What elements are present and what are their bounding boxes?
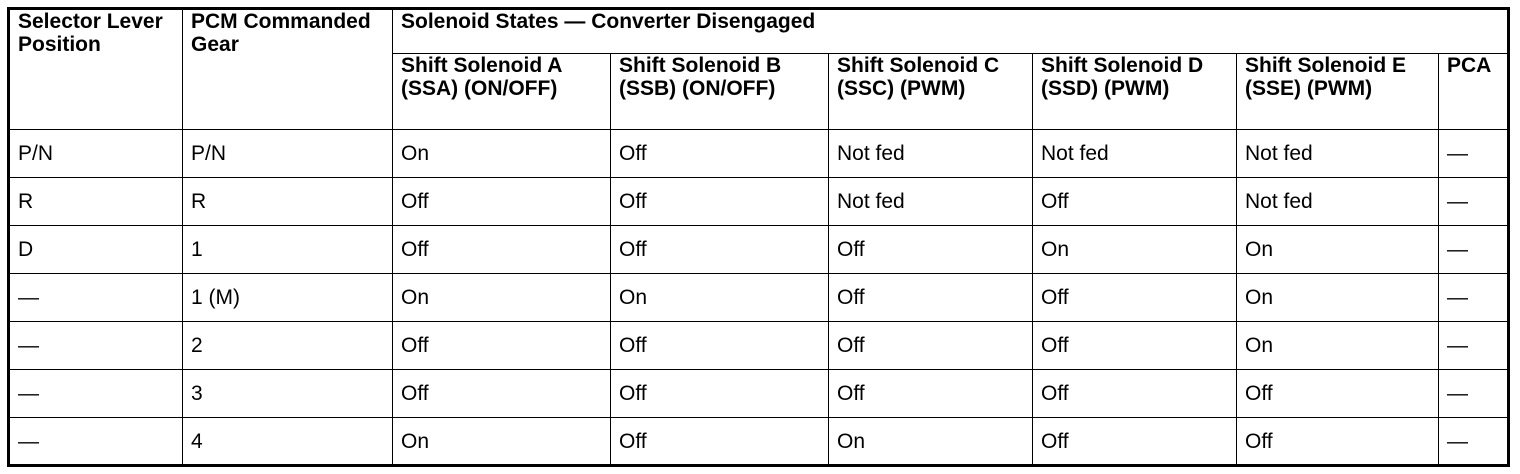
- cell-ssd: Not fed: [1033, 130, 1237, 178]
- cell-ssb: Off: [611, 178, 829, 226]
- header-pcm-commanded-gear: PCM Commanded Gear: [183, 9, 393, 130]
- cell-selector: R: [9, 178, 183, 226]
- cell-ssc: Not fed: [829, 178, 1033, 226]
- cell-ssa: On: [393, 274, 611, 322]
- cell-sse: On: [1237, 226, 1439, 274]
- cell-ssb: Off: [611, 322, 829, 370]
- cell-gear: 3: [183, 370, 393, 418]
- cell-ssc: Off: [829, 274, 1033, 322]
- table-row: [9, 130, 1509, 178]
- table-row: [9, 418, 1509, 466]
- cell-selector: —: [9, 322, 183, 370]
- cell-ssb: Off: [611, 370, 829, 418]
- cell-ssd: Off: [1033, 178, 1237, 226]
- table-row: [9, 370, 1509, 418]
- cell-sse: On: [1237, 274, 1439, 322]
- cell-ssb: Off: [611, 418, 829, 466]
- header-pca: PCA: [1439, 54, 1509, 130]
- header-selector-lever-position: Selector Lever Position: [9, 9, 183, 130]
- cell-pca: —: [1439, 370, 1509, 418]
- cell-ssa: Off: [393, 370, 611, 418]
- table-row: [9, 274, 1509, 322]
- cell-sse: Not fed: [1237, 178, 1439, 226]
- cell-gear: 1 (M): [183, 274, 393, 322]
- cell-selector: —: [9, 274, 183, 322]
- table-row: [9, 178, 1509, 226]
- header-ssa: Shift Solenoid A (SSA) (ON/OFF): [393, 54, 611, 130]
- cell-ssd: On: [1033, 226, 1237, 274]
- cell-gear: 4: [183, 418, 393, 466]
- cell-ssc: Off: [829, 370, 1033, 418]
- cell-pca: —: [1439, 322, 1509, 370]
- cell-sse: Off: [1237, 370, 1439, 418]
- cell-pca: —: [1439, 178, 1509, 226]
- solenoid-chart: [7, 7, 1510, 467]
- cell-ssd: Off: [1033, 274, 1237, 322]
- cell-ssa: On: [393, 418, 611, 466]
- cell-ssa: Off: [393, 226, 611, 274]
- cell-ssd: Off: [1033, 418, 1237, 466]
- cell-sse: Off: [1237, 418, 1439, 466]
- cell-ssc: Off: [829, 226, 1033, 274]
- cell-selector: D: [9, 226, 183, 274]
- cell-ssc: On: [829, 418, 1033, 466]
- header-ssb: Shift Solenoid B (SSB) (ON/OFF): [611, 54, 829, 130]
- cell-sse: On: [1237, 322, 1439, 370]
- table-row: [9, 226, 1509, 274]
- cell-selector: —: [9, 418, 183, 466]
- cell-pca: —: [1439, 418, 1509, 466]
- header-solenoid-states-group: Solenoid States — Converter Disengaged: [393, 9, 1509, 54]
- cell-ssb: On: [611, 274, 829, 322]
- cell-ssc: Off: [829, 322, 1033, 370]
- cell-ssb: Off: [611, 226, 829, 274]
- cell-gear: 2: [183, 322, 393, 370]
- cell-ssc: Not fed: [829, 130, 1033, 178]
- header-sse: Shift Solenoid E (SSE) (PWM): [1237, 54, 1439, 130]
- cell-pca: —: [1439, 226, 1509, 274]
- cell-gear: R: [183, 178, 393, 226]
- cell-ssd: Off: [1033, 322, 1237, 370]
- cell-ssd: Off: [1033, 370, 1237, 418]
- cell-ssa: On: [393, 130, 611, 178]
- cell-ssa: Off: [393, 178, 611, 226]
- cell-selector: —: [9, 370, 183, 418]
- cell-selector: P/N: [9, 130, 183, 178]
- solenoid-state-table: [7, 7, 1510, 467]
- table-row: [9, 322, 1509, 370]
- cell-pca: —: [1439, 130, 1509, 178]
- cell-gear: P/N: [183, 130, 393, 178]
- cell-gear: 1: [183, 226, 393, 274]
- header-ssd: Shift Solenoid D (SSD) (PWM): [1033, 54, 1237, 130]
- cell-pca: —: [1439, 274, 1509, 322]
- cell-sse: Not fed: [1237, 130, 1439, 178]
- cell-ssb: Off: [611, 130, 829, 178]
- header-ssc: Shift Solenoid C (SSC) (PWM): [829, 54, 1033, 130]
- cell-ssa: Off: [393, 322, 611, 370]
